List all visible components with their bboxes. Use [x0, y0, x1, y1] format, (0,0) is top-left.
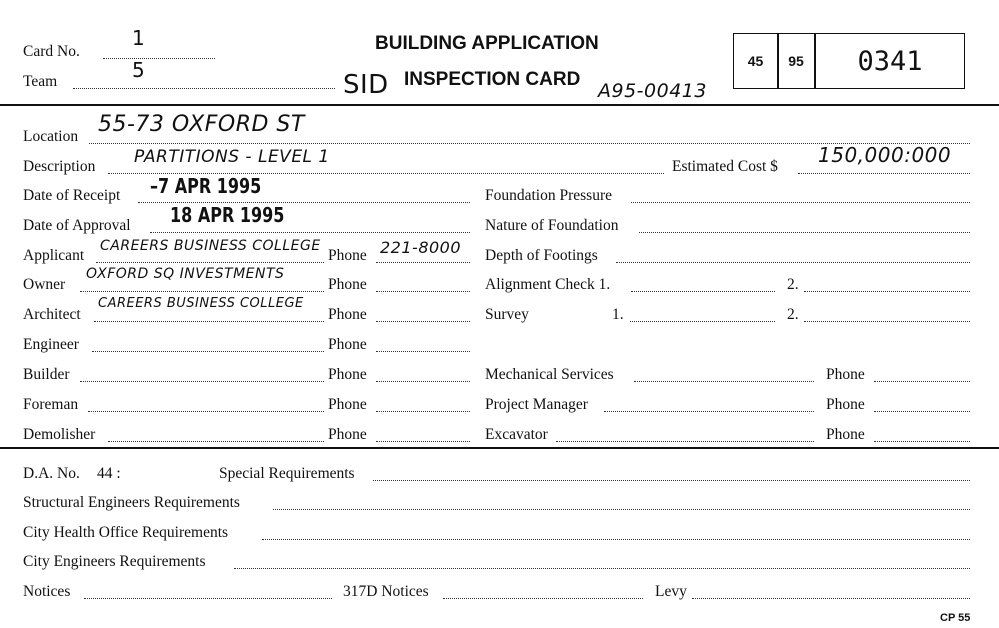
owner-phone-label: Phone: [328, 276, 367, 293]
excavator-line: [556, 441, 814, 442]
levy-line: [692, 598, 970, 599]
survey-label: Survey: [485, 306, 529, 323]
depth-of-footings-line: [616, 262, 970, 263]
builder-phone-label: Phone: [328, 366, 367, 383]
foreman-line: [88, 411, 324, 412]
notices-317d-line: [443, 598, 643, 599]
architect-line: [94, 321, 324, 322]
levy-label: Levy: [655, 583, 687, 600]
estimated-cost-line: [798, 173, 970, 174]
owner-value: OXFORD SQ INVESTMENTS: [86, 266, 285, 282]
builder-line: [80, 381, 324, 382]
foundation-pressure-line: [631, 202, 970, 203]
owner-label: Owner: [23, 276, 66, 293]
architect-phone-label: Phone: [328, 306, 367, 323]
engineer-phone-line: [376, 351, 470, 352]
card-no-line: [103, 58, 215, 59]
alignment-check-label: Alignment Check 1.: [485, 276, 611, 293]
applicant-value: CAREERS BUSINESS COLLEGE: [100, 238, 321, 254]
description-label: Description: [23, 158, 96, 175]
applicant-phone-label: Phone: [328, 247, 367, 264]
excavator-phone-line: [874, 441, 970, 442]
builder-label: Builder: [23, 366, 70, 383]
foreman-phone-label: Phone: [328, 396, 367, 413]
date-of-receipt-label: Date of Receipt: [23, 187, 121, 204]
special-requirements-line: [373, 480, 970, 481]
demolisher-phone-line: [376, 441, 470, 442]
date-of-receipt-stamp: –7 APR 1995: [150, 174, 262, 198]
city-engineers-line: [234, 568, 970, 569]
form-title-line1: BUILDING APPLICATION: [375, 33, 599, 54]
mechanical-services-phone-line: [874, 381, 970, 382]
foreman-label: Foreman: [23, 396, 79, 413]
depth-of-footings-label: Depth of Footings: [485, 247, 598, 264]
mechanical-services-label: Mechanical Services: [485, 366, 614, 383]
architect-value: CAREERS BUSINESS COLLEGE: [98, 296, 304, 311]
architect-phone-line: [376, 321, 470, 322]
foundation-pressure-label: Foundation Pressure: [485, 187, 613, 204]
applicant-label: Applicant: [23, 247, 85, 264]
demolisher-line: [108, 441, 324, 442]
da-no-value: 44 :: [97, 465, 121, 482]
form-code: CP 55: [940, 612, 971, 624]
code-b: 95: [788, 53, 804, 69]
alignment-check-2-line: [804, 291, 970, 292]
excavator-label: Excavator: [485, 426, 548, 443]
owner-line: [80, 291, 324, 292]
alignment-check-2-label: 2.: [787, 276, 799, 293]
special-requirements-label: Special Requirements: [219, 465, 355, 482]
date-of-receipt-value: 7 APR 1995: [158, 174, 262, 198]
survey-1-line: [630, 321, 775, 322]
notices-label: Notices: [23, 583, 71, 600]
city-engineers-label: City Engineers Requirements: [23, 553, 206, 570]
reference-number: A95-00413: [598, 80, 707, 102]
demolisher-phone-label: Phone: [328, 426, 367, 443]
applicant-phone-line: [376, 262, 470, 263]
da-no-label: D.A. No.: [23, 465, 80, 482]
card-no-label: Card No.: [23, 43, 80, 60]
project-manager-label: Project Manager: [485, 396, 588, 413]
team-value: 5: [132, 58, 146, 82]
notices-317d-label: 317D Notices: [343, 583, 429, 600]
builder-phone-line: [376, 381, 470, 382]
project-manager-phone-label: Phone: [826, 396, 865, 413]
estimated-cost-label: Estimated Cost $: [672, 158, 778, 175]
team-label: Team: [23, 73, 58, 90]
date-of-approval-label: Date of Approval: [23, 217, 131, 234]
description-value: PARTITIONS - LEVEL 1: [134, 147, 330, 167]
engineer-label: Engineer: [23, 336, 79, 353]
estimated-cost-value: 150,000:000: [818, 143, 952, 167]
excavator-phone-label: Phone: [826, 426, 865, 443]
city-health-label: City Health Office Requirements: [23, 524, 229, 541]
project-manager-phone-line: [874, 411, 970, 412]
section-divider: [0, 447, 999, 449]
survey-1-label: 1.: [612, 306, 624, 323]
alignment-check-1-line: [631, 291, 775, 292]
survey-2-line: [804, 321, 970, 322]
card-number-box: [733, 33, 965, 89]
header-divider: [0, 104, 999, 106]
date-of-approval-value: 18 APR 1995: [170, 203, 285, 227]
notices-line: [84, 598, 332, 599]
mechanical-services-line: [634, 381, 814, 382]
mechanical-services-phone-label: Phone: [826, 366, 865, 383]
structural-engineers-label: Structural Engineers Requirements: [23, 494, 240, 511]
survey-2-label: 2.: [787, 306, 799, 323]
nature-of-foundation-label: Nature of Foundation: [485, 217, 619, 234]
structural-engineers-line: [273, 509, 970, 510]
applicant-line: [96, 262, 324, 263]
architect-label: Architect: [23, 306, 81, 323]
sid-mark: SID: [343, 70, 389, 100]
location-value: 55-73 OXFORD ST: [98, 112, 305, 137]
applicant-phone-value: 221-8000: [380, 238, 462, 257]
location-label: Location: [23, 128, 79, 145]
nature-of-foundation-line: [639, 232, 970, 233]
city-health-line: [262, 539, 970, 540]
demolisher-label: Demolisher: [23, 426, 96, 443]
engineer-phone-label: Phone: [328, 336, 367, 353]
code-a: 45: [747, 53, 764, 69]
project-manager-line: [604, 411, 814, 412]
owner-phone-line: [376, 291, 470, 292]
foreman-phone-line: [376, 411, 470, 412]
card-no-value: 1: [132, 26, 146, 50]
date-of-approval-line: [150, 232, 470, 233]
team-line: [73, 88, 335, 89]
engineer-line: [92, 351, 324, 352]
form-title-line2: INSPECTION CARD: [404, 69, 581, 90]
card-number: 0341: [857, 45, 923, 77]
